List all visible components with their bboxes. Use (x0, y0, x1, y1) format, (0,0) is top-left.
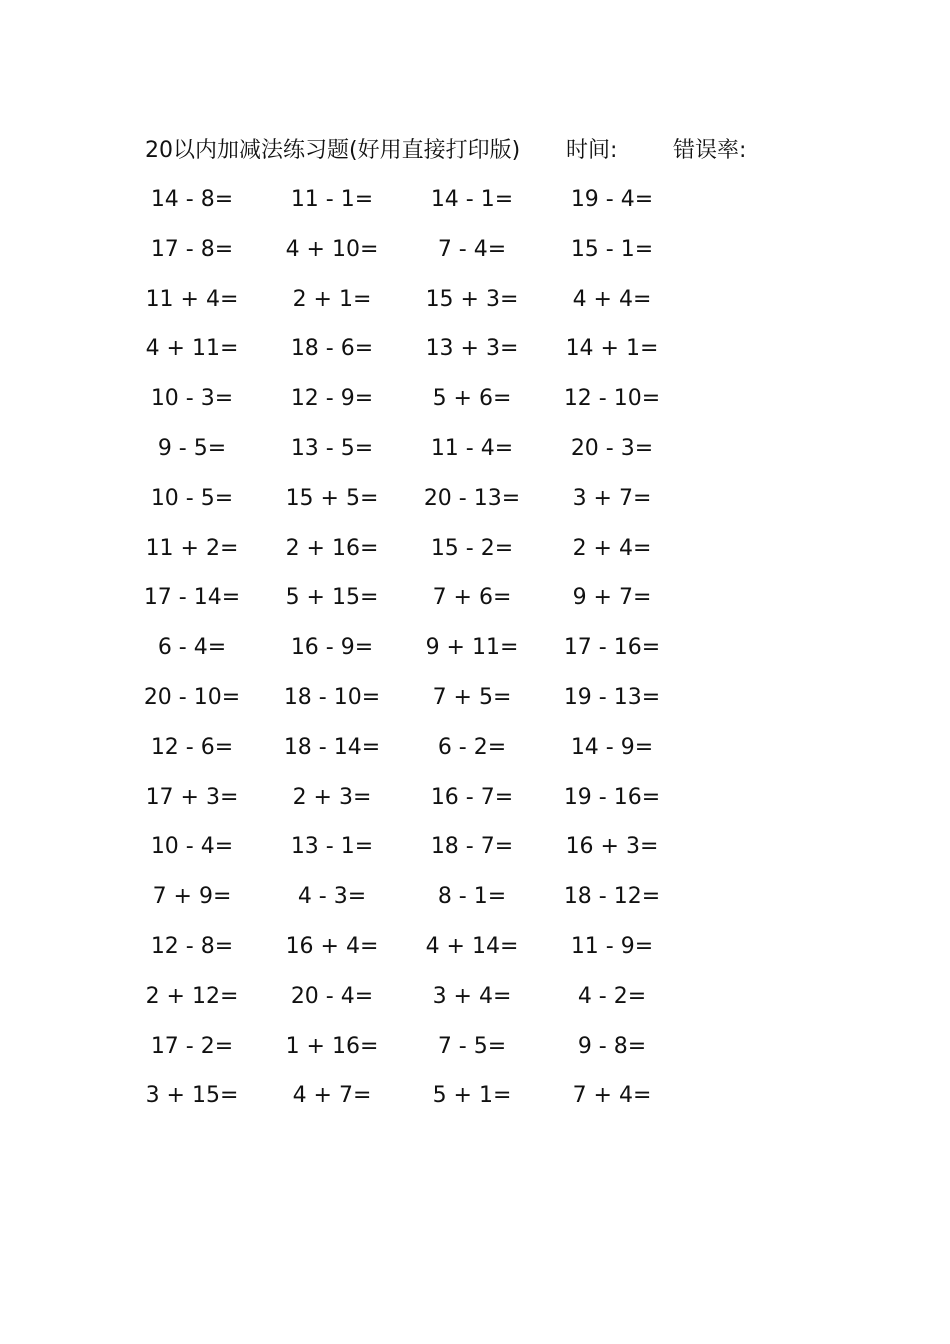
problem-row (0, 628, 950, 668)
problem-cell: 5 + 1= (432, 1083, 512, 1109)
problem-cell: 9 - 8= (577, 1033, 647, 1059)
error-rate-label: 错误率: (673, 138, 747, 163)
problem-cell: 9 + 7= (572, 585, 652, 611)
problem-cell: 2 + 1= (292, 286, 372, 312)
problem-cell: 15 - 2= (430, 535, 514, 561)
problem-cell: 5 + 6= (432, 386, 512, 412)
problem-cell: 7 - 4= (437, 236, 507, 262)
problem-cell: 20 - 13= (423, 485, 521, 511)
problem-row (0, 429, 950, 469)
problem-cell: 9 - 5= (157, 436, 227, 461)
problem-row (0, 280, 950, 320)
problem-cell: 12 - 6= (150, 734, 234, 760)
problem-cell: 17 - 14= (143, 585, 241, 611)
problem-row (0, 1076, 950, 1116)
problem-cell: 20 - 3= (570, 436, 654, 461)
problem-row (0, 927, 950, 967)
problem-cell: 11 - 9= (570, 934, 654, 959)
problem-row (0, 180, 950, 220)
problem-cell: 4 - 2= (577, 983, 647, 1009)
problem-cell: 11 + 2= (145, 535, 239, 561)
problem-cell: 20 - 10= (143, 685, 241, 710)
problem-cell: 16 + 3= (565, 834, 659, 860)
problem-cell: 14 - 8= (150, 187, 234, 212)
problem-row (0, 1027, 950, 1067)
problem-row (0, 728, 950, 768)
problem-cell: 11 - 4= (430, 436, 514, 461)
problem-cell: 19 - 4= (570, 187, 654, 212)
problem-cell: 2 + 12= (145, 983, 239, 1009)
problem-row (0, 778, 950, 818)
problem-cell: 18 - 14= (283, 734, 381, 760)
problem-cell: 17 - 2= (150, 1033, 234, 1059)
problem-row (0, 678, 950, 718)
problem-cell: 13 - 5= (290, 436, 374, 461)
problem-row (0, 877, 950, 917)
problem-cell: 2 + 3= (292, 784, 372, 810)
problem-cell: 19 - 13= (563, 685, 661, 710)
problem-cell: 2 + 16= (285, 535, 379, 561)
problem-cell: 16 + 4= (285, 934, 379, 959)
problem-cell: 14 + 1= (565, 336, 659, 362)
problem-cell: 4 + 10= (285, 236, 379, 262)
problem-row (0, 230, 950, 270)
problem-cell: 6 - 4= (157, 635, 227, 661)
problem-cell: 9 + 11= (425, 635, 519, 661)
problem-cell: 13 - 1= (290, 834, 374, 860)
problem-cell: 4 - 3= (297, 884, 367, 910)
time-label: 时间: (566, 138, 618, 163)
problem-cell: 18 - 7= (430, 834, 514, 860)
problem-cell: 18 - 12= (563, 884, 661, 910)
problem-cell: 12 - 9= (290, 386, 374, 412)
problem-cell: 5 + 15= (285, 585, 379, 611)
problem-cell: 6 - 2= (437, 734, 507, 760)
problem-cell: 4 + 4= (572, 286, 652, 312)
problem-cell: 17 - 8= (150, 236, 234, 262)
problem-row (0, 529, 950, 569)
problem-cell: 3 + 15= (145, 1083, 239, 1109)
problem-cell: 18 - 10= (283, 685, 381, 710)
problem-cell: 11 + 4= (145, 286, 239, 312)
problem-cell: 3 + 4= (432, 983, 512, 1009)
problem-cell: 15 + 5= (285, 485, 379, 511)
problem-cell: 16 - 9= (290, 635, 374, 661)
problem-cell: 13 + 3= (425, 336, 519, 362)
problem-cell: 8 - 1= (437, 884, 507, 910)
problem-cell: 3 + 7= (572, 485, 652, 511)
problem-cell: 19 - 16= (563, 784, 661, 810)
problem-cell: 7 + 9= (152, 884, 232, 910)
problem-cell: 15 - 1= (570, 236, 654, 262)
problem-cell: 10 - 4= (150, 834, 234, 860)
problem-cell: 16 - 7= (430, 784, 514, 810)
problem-row (0, 379, 950, 419)
problem-row (0, 578, 950, 618)
problem-cell: 7 + 5= (432, 685, 512, 710)
problem-cell: 17 + 3= (145, 784, 239, 810)
problem-cell: 20 - 4= (290, 983, 374, 1009)
problem-cell: 14 - 9= (570, 734, 654, 760)
problem-cell: 2 + 4= (572, 535, 652, 561)
problem-row (0, 977, 950, 1017)
worksheet-title: 20以内加减法练习题(好用直接打印版) (145, 138, 521, 163)
problem-cell: 4 + 14= (425, 934, 519, 959)
problem-cell: 18 - 6= (290, 336, 374, 362)
problem-cell: 10 - 5= (150, 485, 234, 511)
problem-row (0, 329, 950, 369)
problem-cell: 10 - 3= (150, 386, 234, 412)
problem-cell: 4 + 11= (145, 336, 239, 362)
problem-cell: 15 + 3= (425, 286, 519, 312)
problem-row (0, 827, 950, 867)
problem-cell: 1 + 16= (285, 1033, 379, 1059)
problem-cell: 11 - 1= (290, 187, 374, 212)
problem-cell: 7 - 5= (437, 1033, 507, 1059)
problem-cell: 7 + 6= (432, 585, 512, 611)
problem-row (0, 479, 950, 519)
problem-cell: 7 + 4= (572, 1083, 652, 1109)
problem-cell: 4 + 7= (292, 1083, 372, 1109)
problem-cell: 12 - 8= (150, 934, 234, 959)
problem-cell: 12 - 10= (563, 386, 661, 412)
problem-cell: 17 - 16= (563, 635, 661, 661)
problem-cell: 14 - 1= (430, 187, 514, 212)
